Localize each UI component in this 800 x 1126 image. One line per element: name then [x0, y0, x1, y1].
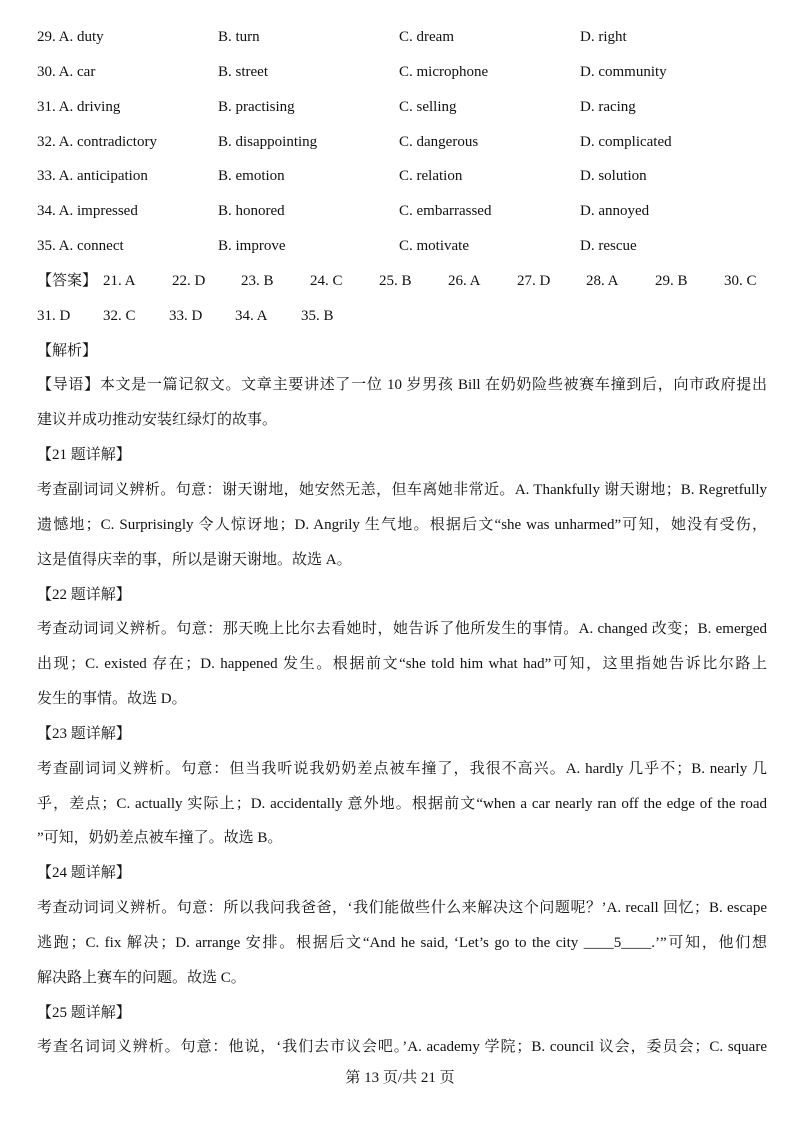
answer-item: 25. B	[379, 272, 412, 289]
option-row	[37, 125, 767, 160]
section-line: ”可知，奶奶差点被车撞了。故选 B。	[37, 830, 283, 847]
page-footer: 第 13 页/共 21 页	[345, 1070, 455, 1086]
option-row	[37, 55, 767, 90]
answer-item: 23. B	[241, 272, 274, 289]
answer-item: 29. B	[655, 272, 688, 289]
section-line: 考查动词词义辨析。句意：那天晚上比尔去看她时，她告诉了他所发生的事情。A. changed 改变；B. emerged	[37, 621, 767, 638]
explanation-section	[37, 717, 767, 856]
option-item: 33. A. anticipation	[37, 168, 148, 185]
section-line: 出现；C. existed 存在；D. happened 发生。根据前文“she told him what had”可知，这里指她告诉比尔路上	[37, 656, 767, 673]
option-item: 30. A. car	[37, 63, 96, 80]
option-item: C. motivate	[399, 238, 469, 255]
answer-line-1	[37, 264, 767, 299]
explanation-section	[37, 996, 767, 1066]
option-item: C. dream	[399, 29, 454, 45]
section-line: 考查动词词义辨析。句意：所以我问我爸爸，‘我们能做些什么来解决这个问题呢？’A. recall 回忆；B. escape	[37, 900, 767, 917]
section-line: 发生的事情。故选 D。	[37, 691, 187, 708]
option-item: D. rescue	[580, 238, 637, 255]
explanation-section	[37, 578, 767, 717]
option-item: C. relation	[399, 168, 463, 185]
option-item: D. community	[580, 63, 667, 80]
answer-item: 35. B	[301, 307, 334, 324]
section-heading: 【25 题详解】	[37, 1004, 131, 1021]
intro-line: 建议并成功推动安装红绿灯的故事。	[37, 412, 278, 429]
answer-item: 34. A	[235, 307, 268, 324]
section-heading: 【23 题详解】	[37, 725, 131, 742]
option-item: C. dangerous	[399, 133, 479, 150]
section-heading: 【24 题详解】	[37, 865, 131, 882]
section-line: 遗憾地；C. Surprisingly 令人惊讶地；D. Angrily 生气地。根据后文“she was unharmed”可知，她没有受伤，	[37, 516, 767, 533]
section-line: 考查副词词义辨析。句意：谢天谢地，她安然无恙，但车离她非常近。A. Thankfully 谢天谢地；B. Regretfully	[37, 481, 767, 498]
explanation-sections	[37, 438, 767, 1065]
option-item: B. street	[218, 63, 268, 80]
answer-item: 26. A	[448, 272, 481, 289]
answer-line-2	[37, 299, 767, 334]
option-item: B. honored	[218, 203, 285, 220]
option-row	[37, 90, 767, 125]
option-item: B. practising	[218, 98, 295, 115]
option-row	[37, 229, 767, 264]
option-item: B. emotion	[218, 168, 285, 185]
option-item: D. complicated	[580, 133, 672, 150]
option-item: D. right	[580, 29, 627, 45]
section-line: 逃跑；C. fix 解决；D. arrange 安排。根据后文“And he said, ‘Let’s go to the city ____5____.’”可知，他们想	[37, 934, 767, 951]
answer-item: 31. D	[37, 307, 71, 324]
explanation-section	[37, 856, 767, 995]
option-item: B. disappointing	[218, 133, 318, 150]
option-item: 35. A. connect	[37, 238, 124, 255]
answer-label: 【答案】	[37, 272, 98, 289]
option-item: 32. A. contradictory	[37, 133, 157, 150]
option-item: C. selling	[399, 98, 457, 115]
answer-item: 22. D	[172, 272, 206, 289]
section-heading: 【21 题详解】	[37, 447, 131, 464]
answer-item: 21. A	[103, 272, 136, 289]
option-item: C. microphone	[399, 63, 489, 80]
explanation-section	[37, 438, 767, 577]
option-row	[37, 20, 767, 55]
option-item: B. improve	[218, 238, 286, 255]
option-item: 34. A. impressed	[37, 203, 138, 220]
analysis-heading: 【解析】	[37, 342, 98, 359]
section-line: 考查名词词义辨析。句意：他说，‘我们去市议会吧。’A. academy 学院；B. council 议会，委员会；C. square	[37, 1039, 767, 1056]
answer-item: 28. A	[586, 272, 619, 289]
option-item: 29. A. duty	[37, 29, 104, 45]
answer-item: 30. C	[724, 272, 757, 289]
section-heading: 【22 题详解】	[37, 586, 131, 603]
section-line: 这是值得庆幸的事，所以是谢天谢地。故选 A。	[37, 551, 352, 568]
option-item: B. turn	[218, 29, 260, 45]
option-item: D. solution	[580, 168, 647, 185]
option-row	[37, 159, 767, 194]
section-line: 乎，差点；C. actually 实际上；D. accidentally 意外地。根据前文“when a car nearly ran off the edge of the road	[37, 795, 767, 812]
option-item: 31. A. driving	[37, 98, 121, 115]
section-line: 考查副词词义辨析。句意：但当我听说我奶奶差点被车撞了，我很不高兴。A. hardly 几乎不；B. nearly 几	[37, 760, 767, 777]
answer-item: 27. D	[517, 272, 551, 289]
option-item: C. embarrassed	[399, 203, 492, 220]
intro-paragraph	[37, 368, 767, 438]
answer-item: 24. C	[310, 272, 343, 289]
document-body	[37, 20, 767, 1065]
section-line: 解决路上赛车的问题。故选 C。	[37, 969, 246, 986]
option-item: D. annoyed	[580, 203, 650, 220]
option-list	[37, 20, 767, 264]
option-row	[37, 194, 767, 229]
answer-item: 32. C	[103, 307, 136, 324]
answer-item: 33. D	[169, 307, 203, 324]
option-item: D. racing	[580, 98, 636, 115]
intro-line: 【导语】本文是一篇记叙文。文章主要讲述了一位 10 岁男孩 Bill 在奶奶险些被赛车撞到后，向市政府提出	[37, 377, 767, 394]
